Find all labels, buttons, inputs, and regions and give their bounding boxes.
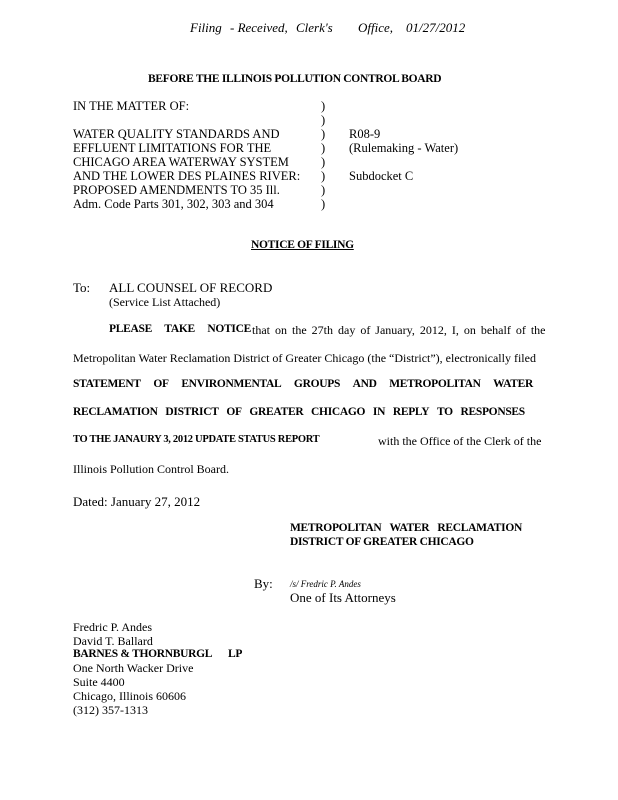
address-line-2: Suite 4400 <box>73 675 125 689</box>
body-line-3-word: ENVIRONMENTAL <box>181 378 282 390</box>
caption-paren: ) <box>321 197 326 211</box>
body-line-4-word: DISTRICT <box>165 406 219 418</box>
body-line-3-word: OF <box>153 378 169 390</box>
signatory-role: One of Its Attorneys <box>290 590 396 605</box>
header-date: 01/27/2012 <box>406 20 466 35</box>
body-line-4-word: CHICAGO <box>311 406 366 418</box>
attorney-name-1: Fredric P. Andes <box>73 620 152 634</box>
caption-line-5: PROPOSED AMENDMENTS TO 35 Ill. <box>73 183 280 197</box>
body-line-4-word: GREATER <box>249 406 304 418</box>
body-line-1: that on the 27th day of January, 2012, I, on behalf of the <box>252 323 546 337</box>
signatory-line-1 <box>290 522 522 534</box>
please-take-notice: PLEASE TAKE NOTICE <box>109 323 251 335</box>
to-recipient: ALL COUNSEL OF RECORD <box>109 280 273 295</box>
body-line-4-word: RESPONSES <box>460 406 525 418</box>
to-note: (Service List Attached) <box>109 295 221 309</box>
body-line-6: Illinois Pollution Control Board. <box>73 462 230 476</box>
address-line-1: One North Wacker Drive <box>73 661 194 675</box>
signatory-line-2: DISTRICT OF GREATER CHICAGO <box>290 536 474 548</box>
body-line-2: Metropolitan Water Reclamation District of Greater Chicago (the “District”), electronically filed <box>73 351 536 365</box>
docket-number: R08-9 <box>349 127 381 141</box>
header-filing: Filing <box>190 20 222 35</box>
body-line-4-word: RECLAMATION <box>73 406 158 418</box>
by-label: By: <box>254 576 273 591</box>
header-office: Office, <box>358 20 394 35</box>
header-received: - Received, <box>230 20 288 35</box>
notice-title: NOTICE OF FILING <box>251 239 354 251</box>
body-line-3-word: WATER <box>493 378 533 390</box>
caption-line-6: Adm. Code Parts 301, 302, 303 and 304 <box>73 197 274 211</box>
caption-paren: ) <box>321 141 326 155</box>
body-line-4-word: REPLY <box>392 406 430 418</box>
header-clerks: Clerk's <box>296 20 333 35</box>
caption-paren: ) <box>321 183 326 197</box>
in-the-matter-of: IN THE MATTER OF: <box>73 99 190 113</box>
body-line-3-word: STATEMENT <box>73 378 141 390</box>
signatory-word: RECLAMATION <box>437 522 522 534</box>
docket-type: (Rulemaking - Water) <box>349 141 459 155</box>
firm-name: BARNES & THORNBURGL <box>73 648 213 660</box>
board-title: BEFORE THE ILLINOIS POLLUTION CONTROL BOARD <box>148 73 442 85</box>
caption-line-1: WATER QUALITY STANDARDS AND <box>73 127 280 141</box>
caption-paren: ) <box>321 155 326 169</box>
caption-paren: ) <box>321 169 326 183</box>
body-line-4-word: TO <box>436 406 453 418</box>
caption-line-2: EFFLUENT LIMITATIONS FOR THE <box>73 141 272 155</box>
attorney-name-2: David T. Ballard <box>73 634 153 648</box>
dated: Dated: January 27, 2012 <box>73 494 201 509</box>
body-line-4 <box>73 406 525 418</box>
body-line-3 <box>73 378 533 390</box>
body-line-4-word: IN <box>372 406 386 418</box>
subdocket: Subdocket C <box>349 169 414 183</box>
address-line-3: Chicago, Illinois 60606 <box>73 689 186 703</box>
body-line-3-word: GROUPS <box>293 378 341 390</box>
to-label: To: <box>73 280 91 295</box>
body-line-4-word: OF <box>226 406 242 418</box>
address-line-4: (312) 357-1313 <box>73 703 148 717</box>
signatory-word: METROPOLITAN <box>290 522 382 534</box>
caption-line-3: CHICAGO AREA WATERWAY SYSTEM <box>73 155 289 169</box>
caption-line-4: AND THE LOWER DES PLAINES RIVER: <box>73 169 301 183</box>
body-line-5: with the Office of the Clerk of the <box>378 434 542 448</box>
signature: /s/ Fredric P. Andes <box>290 579 361 589</box>
caption-paren: ) <box>321 99 326 113</box>
body-line-3-word: METROPOLITAN <box>389 378 481 390</box>
body-line-5-bold: TO THE JANAURY 3, 2012 UPDATE STATUS REPORT <box>73 434 320 445</box>
firm-suffix: LP <box>228 648 243 660</box>
body-line-3-word: AND <box>352 378 377 390</box>
signatory-word: WATER <box>389 522 430 534</box>
caption-paren: ) <box>321 127 326 141</box>
caption-paren: ) <box>321 113 326 127</box>
